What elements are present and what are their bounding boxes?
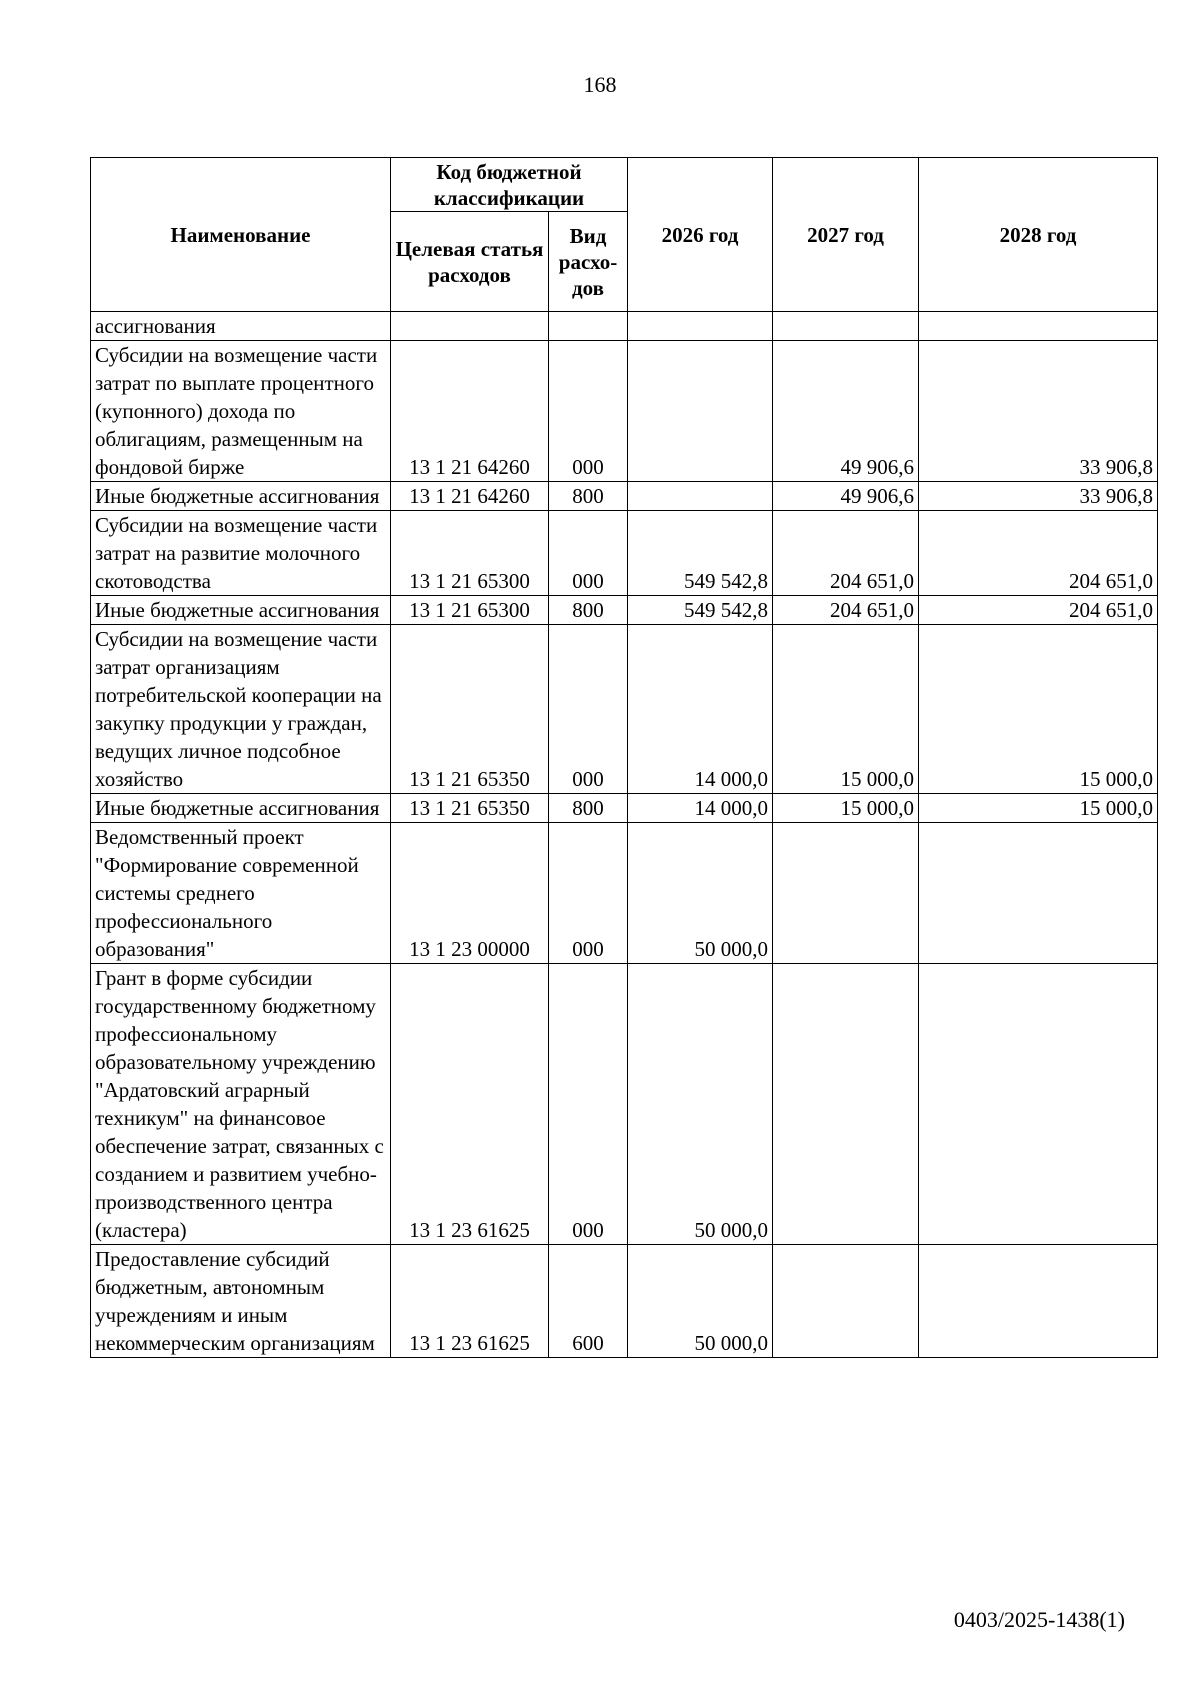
row-expense-type: 800 — [549, 596, 628, 625]
row-target-code: 13 1 21 65300 — [391, 596, 549, 625]
table-row — [91, 794, 1158, 823]
row-name: Субсидии на возмещение части затрат по выплате процентного (купонного) дохода по облигациям, размещенным на фондовой бирже — [91, 341, 391, 482]
row-value-2027: 49 906,6 — [773, 341, 919, 482]
row-value-2028: 204 651,0 — [919, 596, 1158, 625]
row-target-code: 13 1 21 64260 — [391, 341, 549, 482]
header-kbk: Код бюджетной классификации — [391, 158, 628, 212]
row-name: Иные бюджетные ассигнования — [91, 794, 391, 823]
row-target-code: 13 1 23 00000 — [391, 823, 549, 964]
row-value-2026 — [628, 482, 773, 511]
row-target-code: 13 1 21 65350 — [391, 794, 549, 823]
row-value-2026 — [628, 312, 773, 341]
row-value-2026: 50 000,0 — [628, 1245, 773, 1358]
row-value-2027 — [773, 823, 919, 964]
row-name: Грант в форме субсидии государственному бюджетному профессиональному образовательному учреждению "Ардатовский аграрный техникум" на финансовое обеспечение затрат, связанных с созданием и развитием учебно-производственного центра (кластера) — [91, 964, 391, 1245]
header-2027: 2027 год — [773, 158, 919, 312]
row-name: Ведомственный проект "Формирование современной системы среднего профессионального образования" — [91, 823, 391, 964]
table-row — [91, 511, 1158, 596]
row-target-code — [391, 312, 549, 341]
row-value-2027: 15 000,0 — [773, 794, 919, 823]
row-name: Иные бюджетные ассигнования — [91, 596, 391, 625]
row-value-2027: 204 651,0 — [773, 596, 919, 625]
table-row — [91, 341, 1158, 482]
table-row — [91, 312, 1158, 341]
header-name: Наименование — [91, 158, 391, 312]
row-value-2028 — [919, 964, 1158, 1245]
row-expense-type: 000 — [549, 341, 628, 482]
row-target-code: 13 1 23 61625 — [391, 964, 549, 1245]
row-value-2028 — [919, 1245, 1158, 1358]
row-expense-type: 000 — [549, 511, 628, 596]
table-row — [91, 964, 1158, 1245]
row-value-2027: 15 000,0 — [773, 625, 919, 794]
table-row — [91, 823, 1158, 964]
row-value-2028: 15 000,0 — [919, 794, 1158, 823]
header-2026: 2026 год — [628, 158, 773, 312]
row-target-code: 13 1 21 65350 — [391, 625, 549, 794]
row-name: Субсидии на возмещение части затрат на развитие молочного скотоводства — [91, 511, 391, 596]
table-body — [91, 312, 1158, 1358]
document-registration-code: 0403/2025-1438(1) — [953, 1607, 1125, 1632]
row-value-2027: 204 651,0 — [773, 511, 919, 596]
row-value-2028: 204 651,0 — [919, 511, 1158, 596]
row-target-code: 13 1 21 64260 — [391, 482, 549, 511]
row-value-2027 — [773, 312, 919, 341]
row-name: ассигнования — [91, 312, 391, 341]
row-value-2028: 33 906,8 — [919, 341, 1158, 482]
table-row — [91, 482, 1158, 511]
row-name: Иные бюджетные ассигнования — [91, 482, 391, 511]
row-value-2028 — [919, 823, 1158, 964]
row-value-2028: 33 906,8 — [919, 482, 1158, 511]
row-expense-type: 000 — [549, 625, 628, 794]
row-target-code: 13 1 21 65300 — [391, 511, 549, 596]
row-expense-type: 000 — [549, 964, 628, 1245]
row-expense-type: 600 — [549, 1245, 628, 1358]
table-header — [91, 158, 1158, 312]
table-row — [91, 596, 1158, 625]
row-value-2027: 49 906,6 — [773, 482, 919, 511]
row-value-2026: 50 000,0 — [628, 964, 773, 1245]
row-value-2028: 15 000,0 — [919, 625, 1158, 794]
row-value-2026: 549 542,8 — [628, 511, 773, 596]
row-value-2026: 14 000,0 — [628, 625, 773, 794]
row-name: Субсидии на возмещение части затрат организациям потребительской кооперации на закупку продукции у граждан, ведущих личное подсобное хозяйство — [91, 625, 391, 794]
row-expense-type: 000 — [549, 823, 628, 964]
row-value-2026 — [628, 341, 773, 482]
row-target-code: 13 1 23 61625 — [391, 1245, 549, 1358]
row-expense-type: 800 — [549, 482, 628, 511]
row-value-2026: 14 000,0 — [628, 794, 773, 823]
header-target-article: Целевая статья расходов — [391, 212, 549, 312]
row-expense-type — [549, 312, 628, 341]
table-row — [91, 625, 1158, 794]
row-expense-type: 800 — [549, 794, 628, 823]
row-value-2028 — [919, 312, 1158, 341]
row-value-2026: 549 542,8 — [628, 596, 773, 625]
table-row — [91, 1245, 1158, 1358]
row-value-2027 — [773, 964, 919, 1245]
row-value-2027 — [773, 1245, 919, 1358]
page-number: 168 — [583, 72, 617, 97]
header-expense-type: Вид расхо-дов — [549, 212, 628, 312]
budget-table — [90, 157, 1158, 1358]
row-value-2026: 50 000,0 — [628, 823, 773, 964]
header-2028: 2028 год — [919, 158, 1158, 312]
row-name: Предоставление субсидий бюджетным, автономным учреждениям и иным некоммерческим организациям — [91, 1245, 391, 1358]
